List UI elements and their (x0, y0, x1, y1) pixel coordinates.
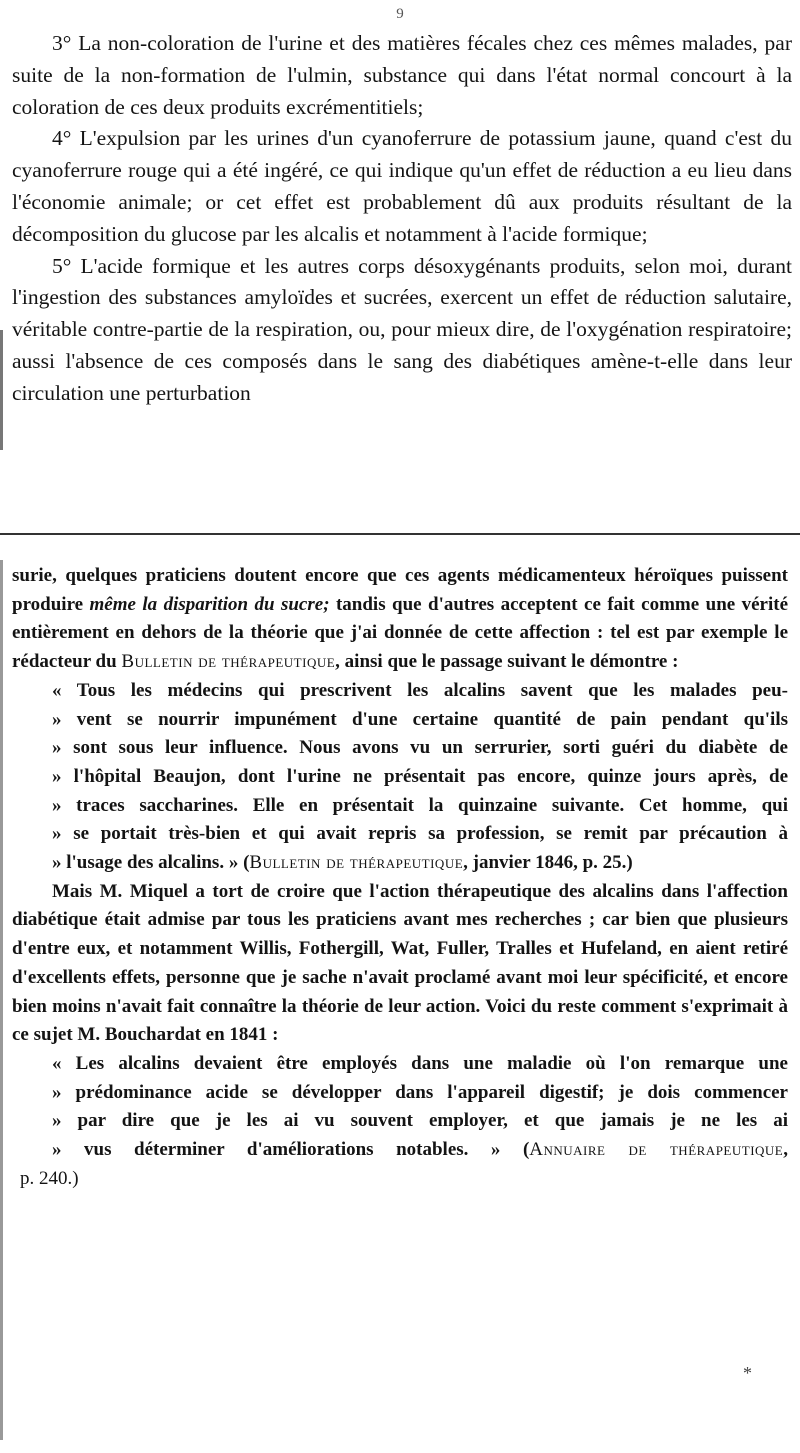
citation-text-a: » l'usage des alcalins. » ( (52, 852, 250, 874)
bulletin-reference: Bulletin de thérapeutique (121, 651, 336, 673)
quote-line: « Tous les médecins qui prescrivent les alcalins savent que les malades peu- (52, 679, 788, 701)
quote-line: » par dire que je les ai vu souvent employer, et que jamais je ne les ai (52, 1110, 788, 1132)
left-edge-mark (0, 330, 3, 450)
quote-line: » vent se nourrir impunément d'une certaine quantité de pain pendant qu'ils (52, 708, 788, 730)
quote-line: » traces saccharines. Elle en présentait la quinzaine suivante. Cet homme, qui (52, 794, 788, 816)
continuation-text-c: , ainsi que le passage suivant le démontre : (335, 651, 679, 673)
quote-line: » se portait très-bien et qui avait repris sa profession, se remit par précaution à (52, 823, 788, 845)
continuation-italic: même la disparition du sucre; (89, 593, 330, 615)
citation-page: p. 240.) (20, 1167, 79, 1189)
quote-line: » sont sous leur influence. Nous avons vu un serrurier, sorti guéri du diabète de (52, 737, 788, 759)
quote-line: » prédominance acide se développer dans l'appareil digestif; je dois commencer (52, 1081, 788, 1103)
upper-text-block (12, 28, 792, 410)
footer-asterisk: * (743, 1363, 752, 1383)
lower-text-block (12, 562, 788, 1193)
citation-text-b: , (783, 1139, 788, 1161)
continuation-text-a: surie, quelques praticiens doutent encore que ces agents médicamenteux héroïques puissent produire (12, 565, 788, 615)
miquel-paragraph: Mais M. Miquel a tort de croire que l'action thérapeutique des alcalins dans l'affection diabétique était admise par tous les praticiens avant mes recherches ; car bien que plusieurs d'entre eux, et notamment Willis, Fothergill, Wat, Fuller, Tralles et Hufeland, en aient retiré d'excellents effets, personne que je sache n'avait proclamé avant moi leur spécificité, et encore bien moins n'avait fait connaître la théorie de leur action. Voici du reste comment s'exprimait à ce sujet M. Bouchardat en 1841 : (12, 880, 788, 1046)
citation-text-b: , janvier 1846, p. 25.) (463, 852, 633, 874)
page-divider (0, 533, 800, 535)
item-3-paragraph: 3° La non-coloration de l'urine et des matières fécales chez ces mêmes malades, par suite de la non-formation de l'ulmin, substance qui dans l'état normal concourt à la coloration de ces deux produits excrémentitiels; (12, 31, 792, 119)
item-4-paragraph: 4° L'expulsion par les urines d'un cyanoferrure de potassium jaune, quand c'est du cyanoferrure rouge qui a été ingéré, ce qui indique qu'un effet de réduction a eu lieu dans l'économie animale; or cet effet est probablement dû aux produits résultant de la décomposition du glucose par les alcalis et notamment à l'acide formique; (12, 126, 792, 246)
quote-line: « Les alcalins devaient être employés dans une maladie où l'on remarque une (52, 1052, 788, 1074)
citation-text-a: » vus déterminer d'améliorations notables. » ( (52, 1139, 530, 1161)
continuation-paragraph (12, 562, 788, 677)
quote-bulletin (12, 677, 788, 878)
quote-line-citation (12, 849, 788, 878)
quote-bouchardat (12, 1050, 788, 1194)
quote-line-citation (12, 1136, 788, 1165)
left-edge-mark-lower (0, 560, 3, 1440)
item-5-paragraph: 5° L'acide formique et les autres corps désoxygénants produits, selon moi, durant l'ingestion des substances amyloïdes et sucrées, exercent un effet de réduction salutaire, véritable contre-partie de la respiration, ou, pour mieux dire, de l'oxygénation respiratoire; aussi l'absence de ces composés dans le sang des diabétiques amène-t-elle dans leur circulation une perturbation (12, 253, 792, 405)
quote-line: » l'hôpital Beaujon, dont l'urine ne présentait pas encore, quinze jours après, de (52, 765, 788, 787)
citation-source: Bulletin de thérapeutique (249, 852, 464, 874)
page-number: 9 (396, 6, 404, 22)
continuation-text-b: tandis que d'autres acceptent ce fait comme une vérité entièrement en dehors de la théorie que j'ai donnée de cette affection : tel est par exemple le rédacteur du (12, 593, 789, 673)
citation-source: Annuaire de thérapeutique (529, 1139, 784, 1161)
